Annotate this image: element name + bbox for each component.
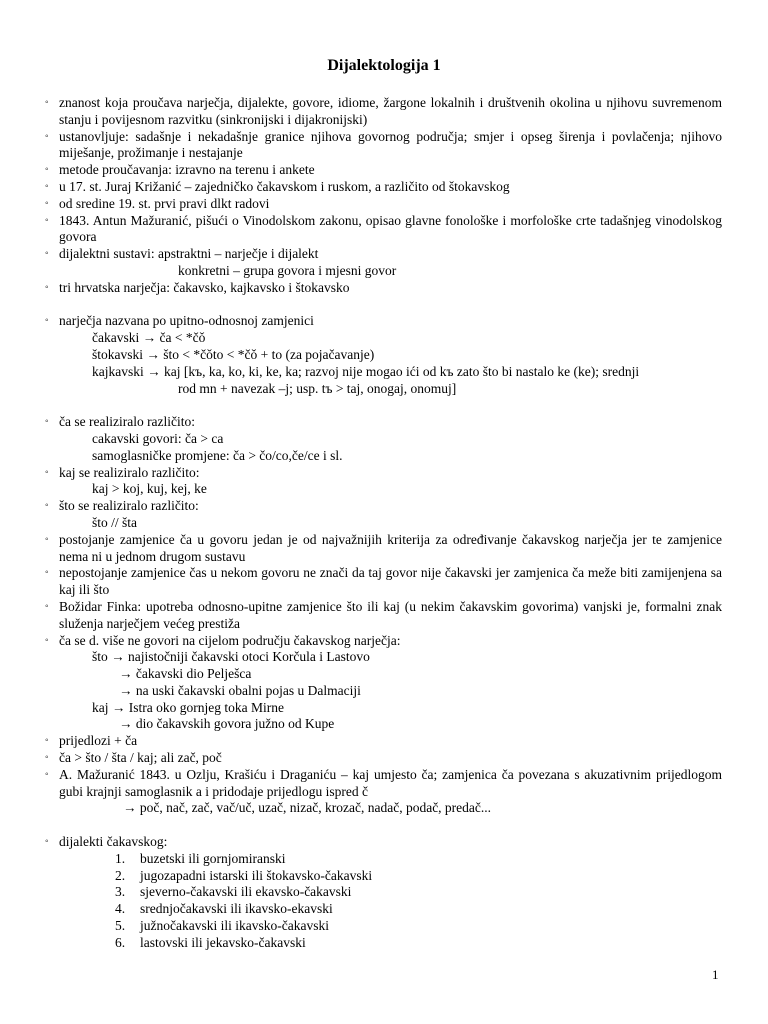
sub-line: kaj > koj, kuj, kej, ke (92, 481, 207, 497)
bullet-icon: ◦ (45, 466, 49, 478)
dialect-item: 1. buzetski ili gornjomiranski (115, 850, 286, 866)
sub-line: → na uski čakavski obalni pojas u Dalmaciji (119, 682, 361, 698)
list-item: ◦ od sredine 19. st. prvi pravi dlkt radovi (45, 195, 270, 211)
dialect-item: 6. lastovski ili jekavsko-čakavski (115, 934, 306, 950)
bullet-icon: ◦ (45, 416, 49, 428)
bullet-icon: ◦ (45, 567, 49, 579)
dialect-item: 5. južnočakavski ili ikavsko-čakavski (115, 918, 329, 934)
list-item: ◦ A. Mažuranić 1843. u Ozlju, Krašiću i Draganiću – kaj umjesto ča; zamjenica ča povezana s akuzativnim prijedlogom gubi krajnji samoglasnik a i pridodaje prijedlogu ispred č (45, 766, 722, 799)
sub-line: čakavski → ča < *čǒ (92, 330, 206, 346)
list-item: ◦ ča > što / šta / kaj; ali zač, poč (45, 750, 222, 766)
bullet-icon: ◦ (45, 634, 49, 646)
bullet-icon: ◦ (45, 130, 49, 142)
sub-line: samoglasničke promjene: ča > čo/co,če/ce i sl. (92, 447, 343, 463)
sub-line: kajkavski → kaj [kъ, ka, ko, ki, ke, ka; razvoj nije mogao ići od kъ zato što bi nastalo ke (ke); srednji (92, 363, 640, 379)
dialect-item: 4. srednjočakavski ili ikavsko-ekavski (115, 901, 333, 917)
bullet-icon: ◦ (45, 735, 49, 747)
page-title: Dijalektologija 1 (327, 57, 441, 74)
bullet-icon: ◦ (45, 752, 49, 764)
bullet-icon: ◦ (45, 281, 49, 293)
bullet-icon: ◦ (45, 768, 49, 780)
list-item: ◦ prijedlozi + ča (45, 733, 138, 749)
list-item: ◦ nepostojanje zamjenice čas u nekom govoru ne znači da taj govor nije čakavski jer zamjenica ča meže biti zamijenjena sa kaj ili što (45, 565, 722, 598)
list-item: ◦ Božidar Finka: upotreba odnosno-upitne zamjenice što ili kaj (u nekim čakavskim govorima) vanjski je, formalni znak služenja narječjem većeg prestiža (45, 598, 722, 631)
dialect-item: 3. sjeverno-čakavski ili ekavsko-čakavski (115, 884, 352, 900)
bullet-icon: ◦ (45, 214, 49, 226)
bullet-icon: ◦ (45, 600, 49, 612)
list-item: ◦ kaj se realiziralo različito: (45, 464, 200, 480)
list-item: ◦ ustanovljuje: sadašnje i nekadašnje granice njihova govornog područja; smjer i opseg širenja i povlačenja; njihovo miješanje, prožimanje i nestajanje (45, 128, 722, 161)
bullet-icon: ◦ (45, 164, 49, 176)
sub-line: štokavski → što < *čǒto < *čǒ + to (za pojačavanje) (92, 346, 375, 362)
sub-line: što → najistočniji čakavski otoci Korčula i Lastovo (92, 649, 370, 665)
bullet-icon: ◦ (45, 836, 49, 848)
list-item: ◦ ča se realiziralo različito: (45, 414, 196, 430)
dialect-list (45, 851, 722, 952)
dialect-item: 2. jugozapadni istarski ili štokavsko-čakavski (115, 867, 373, 883)
sub-line: rod mn + navezak –j; usp. tъ > taj, onogaj, onomuj] (178, 380, 457, 396)
bullet-icon: ◦ (45, 97, 49, 108)
sub-line: što // šta (92, 514, 138, 530)
sub-line: → poč, nač, zač, vač/uč, uzač, nizač, krozač, nadač, podač, predač... (123, 800, 492, 816)
list-item: ◦ metode proučavanja: izravno na terenu i ankete (45, 162, 315, 178)
bullet-icon: ◦ (45, 315, 49, 327)
sub-line: cakavski govori: ča > ca (92, 430, 224, 446)
list-item: ◦ 1843. Antun Mažuranić, pišući o Vinodolskom zakonu, opisao glavne fonološke i morfološke crte tadašnjeg vinodolskog govora (45, 212, 722, 245)
list-item: ◦ ča se d. više ne govori na cijelom području čakavskog narječja: (45, 632, 401, 648)
sub-line: konkretni – grupa govora i mjesni govor (178, 262, 397, 278)
bullet-icon: ◦ (45, 533, 49, 545)
bullet-icon: ◦ (45, 500, 49, 512)
list-item: ◦ tri hrvatska narječja: čakavsko, kajkavsko i štokavsko (45, 279, 350, 295)
document-body (45, 95, 722, 952)
page-number: 1 (712, 967, 719, 982)
list-item: ◦ znanost koja proučava narječja, dijalekte, govore, idiome, žargone lokalnih i društvenih okolina u njihovu suvremenom stanju i povijesnom razvitku (sinkronijski i dijakronijski) (45, 95, 722, 127)
bullet-icon: ◦ (45, 197, 49, 209)
list-item: ◦ u 17. st. Juraj Križanić – zajedničko čakavskom i ruskom, a različito od štokavskog (45, 178, 510, 194)
sub-line: → čakavski dio Pelješca (119, 666, 252, 682)
list-item: ◦ što se realiziralo različito: (45, 498, 199, 514)
sub-line: kaj → Istra oko gornjeg toka Mirne (92, 699, 284, 715)
bullet-icon: ◦ (45, 180, 49, 192)
list-item: ◦ dijalekti čakavskog: (45, 834, 168, 850)
bullet-icon: ◦ (45, 248, 49, 260)
list-item: ◦ narječja nazvana po upitno-odnosnoj zamjenici (45, 313, 314, 329)
sub-line: → dio čakavskih govora južno od Kupe (119, 716, 335, 732)
list-item: ◦ postojanje zamjenice ča u govoru jedan je od najvažnijih kriterija za određivanje čakavskog narječja jer te zamjenice nema ni u jednom drugom sustavu (45, 531, 722, 564)
list-item: ◦ dijalektni sustavi: apstraktni – narječje i dijalekt (45, 246, 319, 262)
